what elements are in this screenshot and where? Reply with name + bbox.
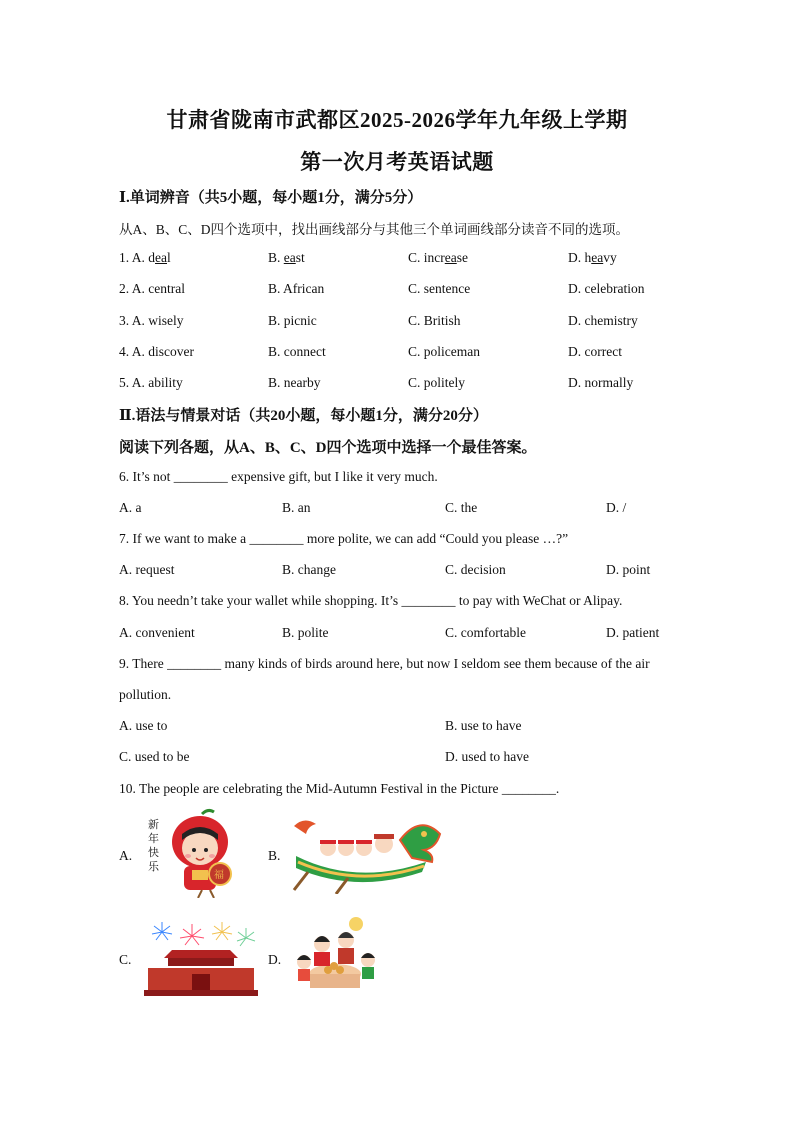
- svg-text:新: 新: [148, 818, 159, 831]
- q2-option-b: B. African: [268, 281, 325, 296]
- q9-option-a: A. use to: [119, 718, 168, 733]
- q1-option-c: C. increase: [408, 250, 468, 265]
- fu-badge-text: 福: [214, 870, 224, 881]
- q3-option-b: B. picnic: [268, 313, 317, 328]
- q10-option-a-label: A.: [119, 848, 133, 863]
- q1-option-b: B. east: [268, 250, 305, 265]
- q3-option-c: C. British: [408, 313, 461, 328]
- q10-option-b-label: B.: [268, 848, 281, 863]
- q7-option-a: A. request: [119, 562, 175, 577]
- q6-option-b: B. an: [282, 500, 311, 515]
- q6-stem: 6. It’s not ________ expensive gift, but I like it very much.: [119, 469, 438, 484]
- q2-option-c: C. sentence: [408, 281, 471, 296]
- q5-option-b: B. nearby: [268, 375, 321, 390]
- q2-option-d: D. celebration: [568, 281, 645, 296]
- q10-option-c-label: C.: [119, 952, 132, 967]
- section-1-instruction: 从A、B、C、D四个选项中，找出画线部分与其他三个单词画线部分读音不同的选项。: [119, 222, 630, 237]
- svg-text:快: 快: [148, 846, 159, 859]
- q4-option-c: C. policeman: [408, 344, 480, 359]
- q9-option-d: D. used to have: [445, 749, 529, 764]
- q8-option-a: A. convenient: [119, 625, 195, 640]
- q7-option-b: B. change: [282, 562, 336, 577]
- q6-option-c: C. the: [445, 500, 478, 515]
- q6-option-a: A. a: [119, 500, 142, 515]
- q9-option-c: C. used to be: [119, 749, 190, 764]
- new-year-girl-image: [142, 808, 238, 898]
- q9-stem-line1: 9. There ________ many kinds of birds around here, but now I seldom see them because of the air: [119, 656, 650, 671]
- q4-option-a: 4. A. discover: [119, 344, 194, 359]
- page-subtitle: 第一次月考英语试题: [300, 150, 494, 174]
- q8-stem: 8. You needn’t take your wallet while shopping. It’s ________ to pay with WeChat or Alipay.: [119, 593, 623, 608]
- q5-option-c: C. politely: [408, 375, 465, 390]
- national-day-fireworks-image: [142, 918, 260, 1000]
- q2-option-a: 2. A. central: [119, 281, 185, 296]
- q4-option-b: B. connect: [268, 344, 326, 359]
- q5-option-a: 5. A. ability: [119, 375, 183, 390]
- dragon-boat-image: [288, 812, 448, 894]
- q8-option-b: B. polite: [282, 625, 329, 640]
- section-2-heading: Ⅱ.语法与情景对话（共20小题，每小题1分，满分20分）: [119, 408, 488, 424]
- q4-option-d: D. correct: [568, 344, 622, 359]
- q1-option-d: D. heavy: [568, 250, 617, 265]
- q7-stem: 7. If we want to make a ________ more polite, we can add “Could you please …?”: [119, 531, 569, 546]
- q7-option-d: D. point: [606, 562, 651, 577]
- q3-option-d: D. chemistry: [568, 313, 638, 328]
- q7-option-c: C. decision: [445, 562, 506, 577]
- page-title: 甘肃省陇南市武都区2025-2026学年九年级上学期: [166, 108, 628, 132]
- q5-option-d: D. normally: [568, 375, 634, 390]
- section-1-heading: Ⅰ.单词辨音（共5小题，每小题1分，满分5分）: [119, 190, 423, 206]
- q6-option-d: D. /: [606, 500, 627, 515]
- q9-option-b: B. use to have: [445, 718, 522, 733]
- q8-option-c: C. comfortable: [445, 625, 526, 640]
- mid-autumn-family-image: [290, 914, 380, 996]
- svg-text:年: 年: [148, 832, 159, 845]
- svg-text:乐: 乐: [148, 860, 159, 873]
- q3-option-a: 3. A. wisely: [119, 313, 184, 328]
- section-2-instruction: 阅读下列各题，从A、B、C、D四个选项中选择一个最佳答案。: [119, 440, 537, 456]
- q10-stem: 10. The people are celebrating the Mid-Autumn Festival in the Picture ________.: [119, 781, 560, 796]
- q1-option-a: 1. A. deal: [119, 250, 171, 265]
- q9-stem-line2: pollution.: [119, 687, 172, 702]
- q10-option-d-label: D.: [268, 952, 282, 967]
- q8-option-d: D. patient: [606, 625, 660, 640]
